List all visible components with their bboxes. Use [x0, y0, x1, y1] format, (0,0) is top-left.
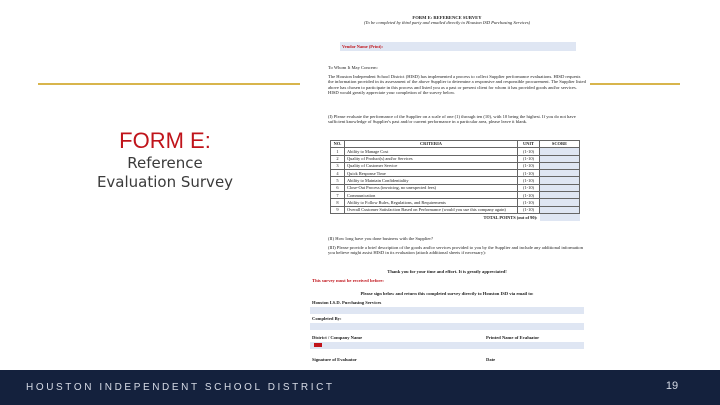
question-3: (III) Please provide a brief description of the goods and/or services provided to you by the Supplier and include any additional information you believe might assist HISD in its evaluation (attach additional sheets if necessary):: [328, 245, 584, 256]
row-criteria: Ability to Follow Rules, Regulations, and Requirements: [345, 199, 518, 206]
row-unit: (1-10): [518, 192, 540, 199]
row-no: 4: [331, 170, 345, 177]
row-no: 7: [331, 192, 345, 199]
score-input[interactable]: [540, 192, 580, 199]
row-criteria: Ability to Maintain Confidentiality: [345, 177, 518, 184]
row-criteria: Ability to Manage Cost: [345, 148, 518, 155]
document-subheading: (To be completed by third party and emailed directly to Houston ISD Purchasing Services): [363, 20, 531, 26]
table-row: [331, 170, 580, 177]
total-row: [331, 213, 580, 220]
table-row: [331, 192, 580, 199]
row-no: 6: [331, 184, 345, 191]
score-input[interactable]: [540, 155, 580, 162]
reference-survey-document: [306, 0, 588, 368]
table-row: [331, 155, 580, 162]
date-label: Date: [486, 357, 496, 362]
row-unit: (1-10): [518, 184, 540, 191]
printed-name-label: Printed Name of Evaluator: [486, 335, 540, 340]
sign-instruction: Please sign below and return this completed survey directly to Houston ISD via email to:: [360, 291, 534, 296]
score-input[interactable]: [540, 184, 580, 191]
footer-bar: [0, 370, 720, 405]
row-criteria: Quick Response Time: [345, 170, 518, 177]
slide-title: FORM E:: [119, 128, 211, 153]
col-header-score: SCORE: [540, 141, 580, 148]
criteria-table: [330, 140, 580, 221]
total-points-label: TOTAL POINTS (out of 90):: [483, 214, 538, 220]
row-unit: (1-10): [518, 162, 540, 169]
vendor-name-field[interactable]: [340, 42, 576, 51]
table-row: [331, 162, 580, 169]
table-header-row: [331, 141, 580, 148]
row-unit: (1-10): [518, 177, 540, 184]
row-criteria: Overall Customer Satisfaction Based on Performance (would you use this company again): [345, 206, 518, 213]
row-no: 5: [331, 177, 345, 184]
row-no: 2: [331, 155, 345, 162]
document-heading-block: [306, 15, 588, 26]
row-no: 1: [331, 148, 345, 155]
evaluation-instruction: (I) Please evaluate the performance of the Supplier on a scale of one (1) through ten (10), with 10 being the highest. If you do not have sufficient knowledge of Supplier's past and/or current performance in a particular area, please leave it blank.: [328, 114, 576, 125]
row-criteria: Communication: [345, 192, 518, 199]
slide-subtitle-line-1: Reference: [127, 154, 203, 172]
slide-title-block: [60, 128, 270, 192]
hisd-email-field[interactable]: [310, 307, 584, 314]
score-input[interactable]: [540, 162, 580, 169]
question-2: (II) How long have you done business with the Supplier?: [328, 236, 433, 241]
score-input[interactable]: [540, 206, 580, 213]
completed-by-label: Completed By:: [312, 316, 342, 321]
intro-paragraph: The Houston Independent School District (HISD) has implemented a process to collect Supplier performance evaluations. HISD requests the information provided in its assessment of the above Supplier to determine a responsive and responsible procurement. The Supplier listed above has chosen to participate in this process and listed you as a past or present client for whom it has provided goods and/or services. HISD would greatly appreciate your completion of the survey below.: [328, 74, 586, 96]
gold-divider-right: [590, 83, 680, 85]
score-input[interactable]: [540, 148, 580, 155]
score-input[interactable]: [540, 199, 580, 206]
row-unit: (1-10): [518, 170, 540, 177]
row-no: 8: [331, 199, 345, 206]
table-row: [331, 199, 580, 206]
row-criteria: Close-Out Process (invoicing, no unexpected fees): [345, 184, 518, 191]
row-unit: (1-10): [518, 148, 540, 155]
signature-marker-icon: [314, 343, 322, 347]
total-score-input[interactable]: [540, 213, 580, 220]
row-no: 3: [331, 162, 345, 169]
district-company-field[interactable]: [310, 342, 584, 349]
col-header-unit: UNIT: [518, 141, 540, 148]
footer-org-name: HOUSTON INDEPENDENT SCHOOL DISTRICT: [26, 382, 335, 393]
table-row: [331, 177, 580, 184]
row-criteria: Quality of Customer Service: [345, 162, 518, 169]
vendor-name-label: Vendor Name (Print):: [342, 44, 383, 49]
slide-subtitle-line-2: Evaluation Survey: [96, 173, 234, 191]
salutation: To Whom It May Concern:: [328, 65, 378, 70]
gold-divider-left: [38, 83, 300, 85]
row-unit: (1-10): [518, 199, 540, 206]
col-header-criteria: CRITERIA: [345, 141, 518, 148]
page-number: 19: [665, 380, 679, 392]
score-input[interactable]: [540, 177, 580, 184]
row-unit: (1-10): [518, 155, 540, 162]
district-company-label: District / Company Name: [312, 335, 363, 340]
table-row: [331, 206, 580, 213]
score-input[interactable]: [540, 170, 580, 177]
signature-label: Signature of Evaluator: [312, 357, 357, 362]
hisd-label: Houston I.S.D. Purchasing Services: [312, 300, 382, 305]
row-no: 9: [331, 206, 345, 213]
document-heading: FORM E: REFERENCE SURVEY: [412, 15, 482, 20]
completed-by-field[interactable]: [310, 323, 584, 330]
col-header-no: NO.: [331, 141, 345, 148]
thank-you-note: Thank you for your time and effort. It is greatly appreciated!: [387, 269, 507, 274]
deadline-note: This survey must be received before:: [312, 278, 384, 283]
row-unit: (1-10): [518, 206, 540, 213]
table-row: [331, 184, 580, 191]
table-row: [331, 148, 580, 155]
row-criteria: Quality of Product(s) and/or Services: [345, 155, 518, 162]
